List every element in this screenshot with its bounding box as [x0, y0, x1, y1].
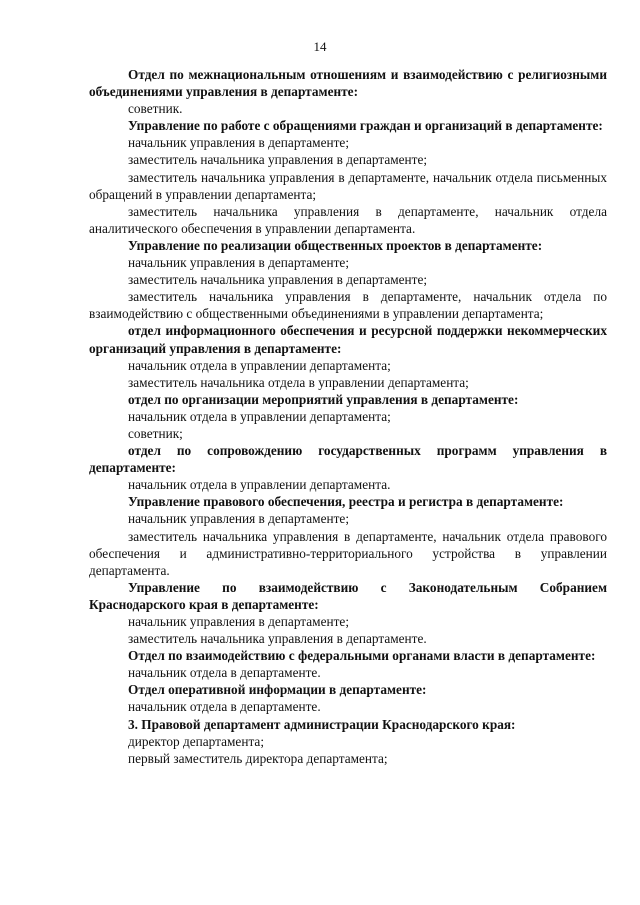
position-line: заместитель начальника управления в департаменте, начальник отдела письменных обращений в управлении департамента; — [89, 169, 607, 202]
section-heading: Управление по работе с обращениями граждан и организаций в департаменте: — [128, 118, 603, 134]
position-line: заместитель начальника управления в департаменте, начальник отдела правового обеспечения и административно-территориального устройства в управлении департамента. — [89, 528, 607, 578]
section-heading: отдел по сопровождению государственных программ управления в департаменте: — [89, 443, 607, 476]
section-heading: Управление по реализации общественных проектов в департаменте: — [128, 237, 543, 253]
position-line: первый заместитель директора департамента; — [128, 750, 388, 766]
section-heading: Управление по взаимодействию с Законодательным Собранием Краснодарского края в департаменте: — [89, 579, 607, 612]
position-line: начальник отдела в управлении департамента; — [128, 408, 391, 424]
section-heading: Управление правового обеспечения, реестра и регистра в департаменте: — [128, 494, 564, 510]
position-line: советник; — [128, 425, 183, 441]
position-line: заместитель начальника управления в департаменте. — [128, 631, 427, 647]
page-number: 14 — [313, 39, 327, 54]
section-heading: Отдел оперативной информации в департаменте: — [128, 682, 427, 698]
section-heading: отдел по организации мероприятий управления в департаменте: — [128, 391, 519, 407]
position-line: советник. — [128, 101, 183, 117]
position-line: начальник управления в департаменте; — [128, 135, 350, 151]
position-line: заместитель начальника управления в департаменте; — [128, 152, 428, 168]
position-line: заместитель начальника управления в департаменте, начальник отдела по взаимодействию с общественными объединениями в управлении департамента; — [89, 289, 607, 322]
position-line: начальник отдела в департаменте. — [128, 665, 321, 681]
position-line: заместитель начальника управления в департаменте; — [128, 272, 428, 288]
position-line: начальник управления в департаменте; — [128, 255, 350, 271]
position-line: заместитель начальника управления в департаменте, начальник отдела аналитического обеспечения в управлении департамента. — [89, 203, 607, 236]
section-heading: отдел информационного обеспечения и ресурсной поддержки некоммерческих организаций управления в департаменте: — [89, 323, 607, 356]
document-body — [89, 66, 607, 767]
section-heading: Отдел по межнациональным отношениям и взаимодействию с религиозными объединениями управления в департаменте: — [89, 67, 607, 100]
position-line: заместитель начальника отдела в управлении департамента; — [128, 374, 469, 390]
section-heading: Отдел по взаимодействию с федеральными органами власти в департаменте: — [128, 648, 596, 664]
position-line: начальник управления в департаменте; — [128, 614, 350, 629]
position-line: директор департамента; — [128, 733, 265, 749]
position-line: начальник отдела в департаменте. — [128, 699, 321, 715]
section-heading: 3. Правовой департамент администрации Краснодарского края: — [128, 716, 516, 732]
position-line: начальник управления в департаменте; — [128, 511, 350, 527]
position-line: начальник отдела в управлении департамента; — [128, 357, 391, 373]
position-line: начальник отдела в управлении департамента. — [128, 477, 391, 493]
